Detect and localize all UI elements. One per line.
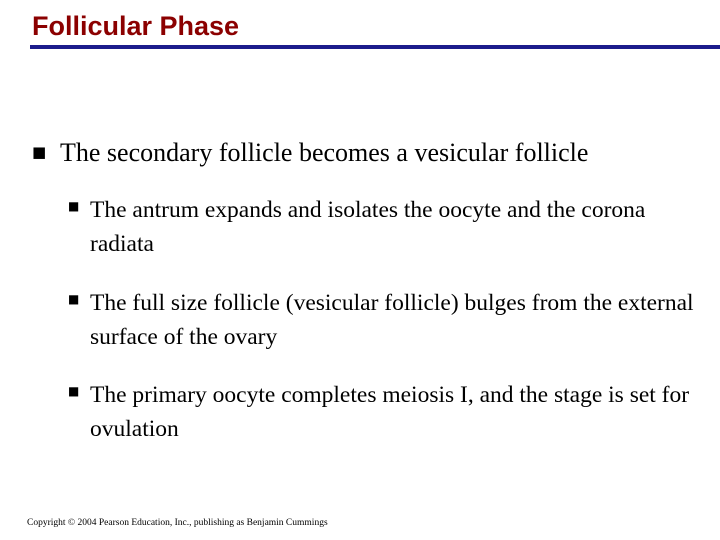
sub-bullet-text: The primary oocyte completes meiosis I, and the stage is set for ovulation — [90, 382, 690, 442]
sub-bullet-item — [68, 378, 698, 446]
sub-bullet-item — [68, 193, 698, 261]
sub-bullet-item — [68, 286, 698, 354]
main-bullet-text: The secondary follicle becomes a vesicular follicle — [60, 138, 589, 167]
copyright-notice: Copyright © 2004 Pearson Education, Inc., publishing as Benjamin Cummings — [27, 518, 328, 528]
square-bullet-icon: ■ — [68, 384, 80, 398]
square-bullet-icon: ■ — [68, 292, 80, 306]
main-bullet-item — [32, 136, 692, 170]
slide-title: Follicular Phase — [32, 11, 240, 41]
sub-bullet-text: The full size follicle (vesicular follicle) bulges from the external surface of the ovary — [90, 290, 694, 350]
square-bullet-icon: ■ — [68, 199, 80, 213]
title-underline — [30, 45, 720, 49]
sub-bullet-text: The antrum expands and isolates the oocyte and the corona radiata — [90, 197, 646, 257]
square-bullet-icon: ■ — [32, 143, 47, 161]
